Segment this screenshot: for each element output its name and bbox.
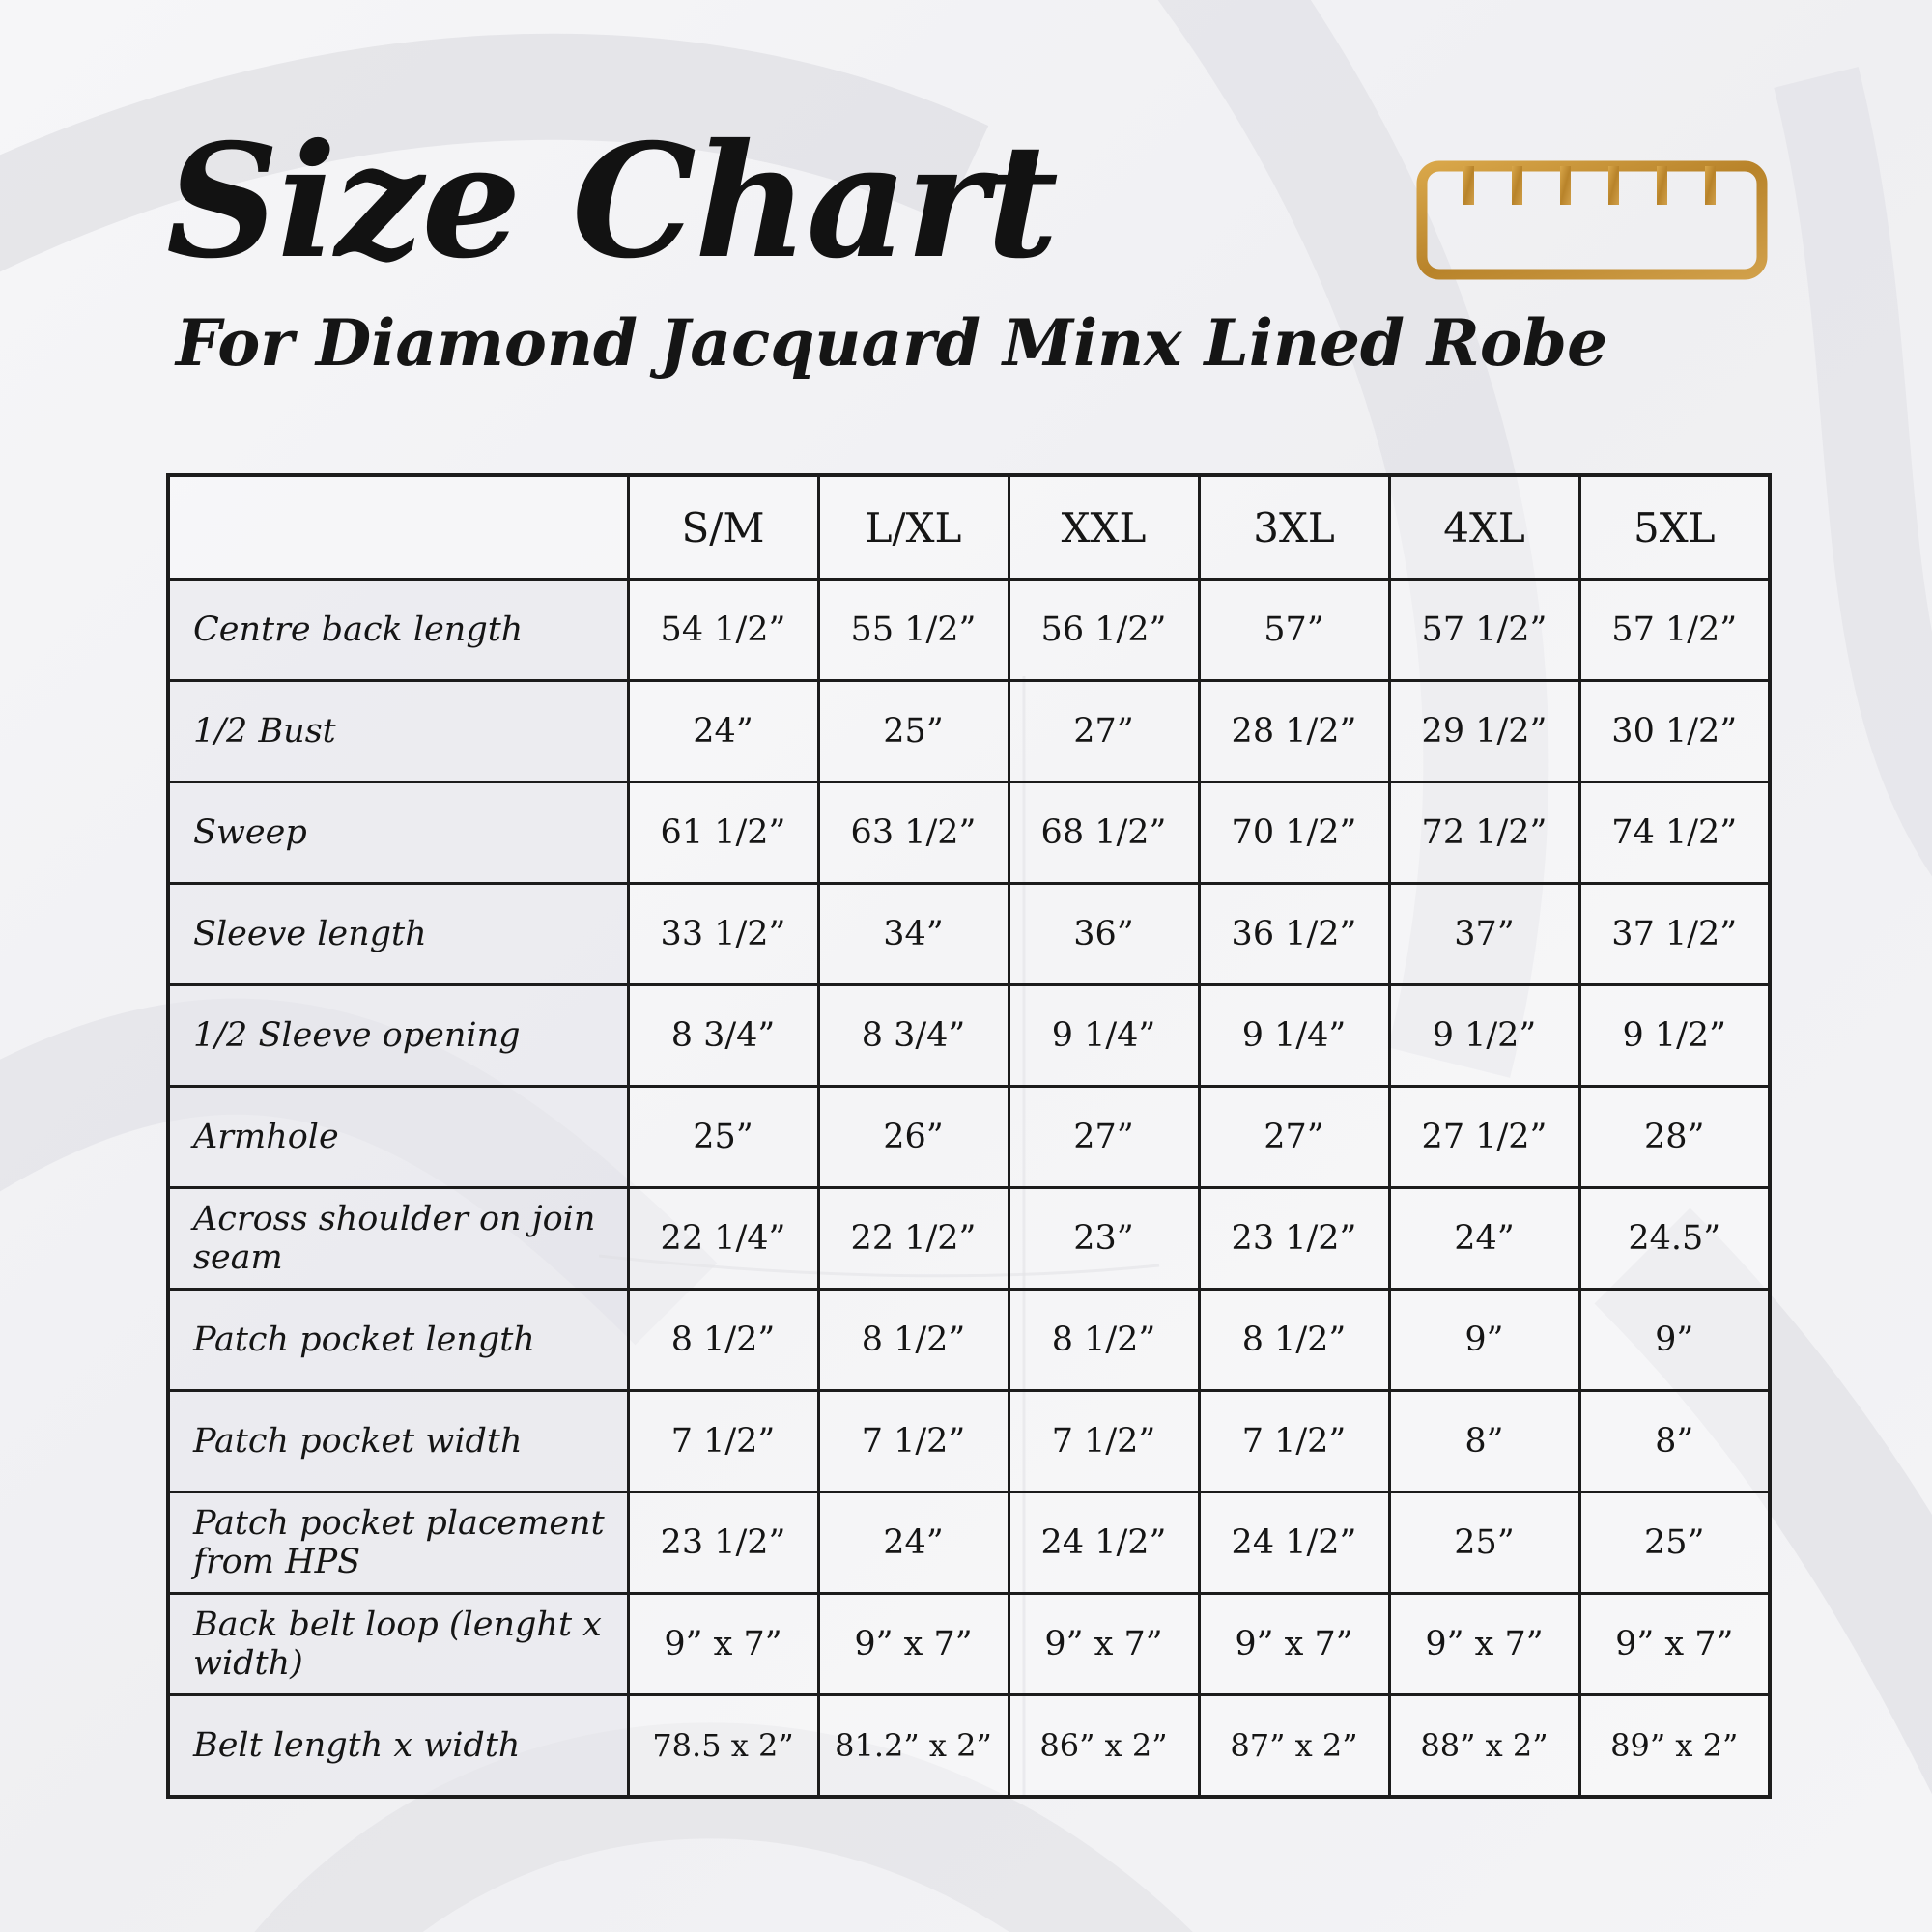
row-label: 1/2 Sleeve opening bbox=[168, 985, 628, 1087]
table-row bbox=[168, 782, 1770, 884]
column-header-4xl: 4XL bbox=[1389, 475, 1579, 580]
size-table bbox=[166, 473, 1772, 1799]
table-cell: 9” x 7” bbox=[1389, 1594, 1579, 1695]
table-cell: 24 1/2” bbox=[1009, 1492, 1199, 1594]
table-cell: 9 1/2” bbox=[1389, 985, 1579, 1087]
table-cell: 24 1/2” bbox=[1199, 1492, 1389, 1594]
table-cell: 81.2” x 2” bbox=[818, 1695, 1009, 1797]
table-cell: 24” bbox=[818, 1492, 1009, 1594]
table-cell: 9” x 7” bbox=[1579, 1594, 1770, 1695]
row-label: Patch pocket placement from HPS bbox=[168, 1492, 628, 1594]
row-label: Sleeve length bbox=[168, 884, 628, 985]
table-cell: 9” bbox=[1579, 1290, 1770, 1391]
table-cell: 72 1/2” bbox=[1389, 782, 1579, 884]
table-cell: 57 1/2” bbox=[1389, 580, 1579, 681]
table-cell: 9 1/4” bbox=[1009, 985, 1199, 1087]
table-cell: 9 1/2” bbox=[1579, 985, 1770, 1087]
table-cell: 24.5” bbox=[1579, 1188, 1770, 1290]
table-cell: 87” x 2” bbox=[1199, 1695, 1389, 1797]
table-cell: 54 1/2” bbox=[628, 580, 818, 681]
table-cell: 57 1/2” bbox=[1579, 580, 1770, 681]
table-row bbox=[168, 681, 1770, 782]
table-cell: 27” bbox=[1199, 1087, 1389, 1188]
table-row bbox=[168, 1594, 1770, 1695]
table-cell: 33 1/2” bbox=[628, 884, 818, 985]
row-label: Patch pocket length bbox=[168, 1290, 628, 1391]
table-cell: 24” bbox=[628, 681, 818, 782]
table-header-row bbox=[168, 475, 1770, 580]
table-cell: 23 1/2” bbox=[628, 1492, 818, 1594]
table-cell: 9” bbox=[1389, 1290, 1579, 1391]
table-cell: 27” bbox=[1009, 681, 1199, 782]
table-cell: 55 1/2” bbox=[818, 580, 1009, 681]
table-cell: 25” bbox=[628, 1087, 818, 1188]
table-row bbox=[168, 985, 1770, 1087]
table-cell: 37” bbox=[1389, 884, 1579, 985]
table-cell: 63 1/2” bbox=[818, 782, 1009, 884]
row-label: 1/2 Bust bbox=[168, 681, 628, 782]
table-cell: 37 1/2” bbox=[1579, 884, 1770, 985]
row-label: Armhole bbox=[168, 1087, 628, 1188]
table-cell: 7 1/2” bbox=[628, 1391, 818, 1492]
row-label: Belt length x width bbox=[168, 1695, 628, 1797]
page-title: Size Chart bbox=[166, 110, 1057, 294]
table-cell: 8 1/2” bbox=[628, 1290, 818, 1391]
row-label: Patch pocket width bbox=[168, 1391, 628, 1492]
table-cell: 8 3/4” bbox=[628, 985, 818, 1087]
table-cell: 25” bbox=[818, 681, 1009, 782]
table-row bbox=[168, 1290, 1770, 1391]
table-cell: 8” bbox=[1389, 1391, 1579, 1492]
column-header-xxl: XXL bbox=[1009, 475, 1199, 580]
table-cell: 9” x 7” bbox=[818, 1594, 1009, 1695]
column-header-sm: S/M bbox=[628, 475, 818, 580]
ruler-icon bbox=[1416, 160, 1768, 280]
table-cell: 8” bbox=[1579, 1391, 1770, 1492]
table-cell: 61 1/2” bbox=[628, 782, 818, 884]
table-cell: 28” bbox=[1579, 1087, 1770, 1188]
table-cell: 7 1/2” bbox=[818, 1391, 1009, 1492]
table-cell: 9 1/4” bbox=[1199, 985, 1389, 1087]
table-cell: 8 1/2” bbox=[1199, 1290, 1389, 1391]
page-subtitle: For Diamond Jacquard Minx Lined Robe bbox=[176, 305, 1608, 381]
table-cell: 24” bbox=[1389, 1188, 1579, 1290]
table-cell: 9” x 7” bbox=[628, 1594, 818, 1695]
table-cell: 8 1/2” bbox=[818, 1290, 1009, 1391]
column-header-lxl: L/XL bbox=[818, 475, 1009, 580]
table-cell: 78.5 x 2” bbox=[628, 1695, 818, 1797]
table-row bbox=[168, 1391, 1770, 1492]
table-cell: 9” x 7” bbox=[1009, 1594, 1199, 1695]
row-label: Sweep bbox=[168, 782, 628, 884]
table-cell: 74 1/2” bbox=[1579, 782, 1770, 884]
table-cell: 88” x 2” bbox=[1389, 1695, 1579, 1797]
table-cell: 25” bbox=[1579, 1492, 1770, 1594]
table-row bbox=[168, 580, 1770, 681]
table-cell: 9” x 7” bbox=[1199, 1594, 1389, 1695]
table-cell: 68 1/2” bbox=[1009, 782, 1199, 884]
table-cell: 57” bbox=[1199, 580, 1389, 681]
table-cell: 26” bbox=[818, 1087, 1009, 1188]
table-cell: 7 1/2” bbox=[1199, 1391, 1389, 1492]
table-cell: 25” bbox=[1389, 1492, 1579, 1594]
table-cell: 7 1/2” bbox=[1009, 1391, 1199, 1492]
table-cell: 36 1/2” bbox=[1199, 884, 1389, 985]
table-cell: 23” bbox=[1009, 1188, 1199, 1290]
table-cell: 8 3/4” bbox=[818, 985, 1009, 1087]
table-row bbox=[168, 1087, 1770, 1188]
row-label: Back belt loop (lenght x width) bbox=[168, 1594, 628, 1695]
column-header-3xl: 3XL bbox=[1199, 475, 1389, 580]
table-cell: 23 1/2” bbox=[1199, 1188, 1389, 1290]
table-row bbox=[168, 1188, 1770, 1290]
table-cell: 86” x 2” bbox=[1009, 1695, 1199, 1797]
table-row bbox=[168, 1695, 1770, 1797]
table-cell: 28 1/2” bbox=[1199, 681, 1389, 782]
table-cell: 56 1/2” bbox=[1009, 580, 1199, 681]
row-label: Across shoulder on join seam bbox=[168, 1188, 628, 1290]
table-cell: 8 1/2” bbox=[1009, 1290, 1199, 1391]
table-cell: 29 1/2” bbox=[1389, 681, 1579, 782]
table-cell: 27” bbox=[1009, 1087, 1199, 1188]
table-cell: 34” bbox=[818, 884, 1009, 985]
table-row bbox=[168, 884, 1770, 985]
table-row bbox=[168, 1492, 1770, 1594]
table-cell: 70 1/2” bbox=[1199, 782, 1389, 884]
table-cell: 22 1/2” bbox=[818, 1188, 1009, 1290]
table-cell: 89” x 2” bbox=[1579, 1695, 1770, 1797]
table-cell: 27 1/2” bbox=[1389, 1087, 1579, 1188]
column-header-5xl: 5XL bbox=[1579, 475, 1770, 580]
header-corner-cell bbox=[168, 475, 628, 580]
table-cell: 36” bbox=[1009, 884, 1199, 985]
table-cell: 30 1/2” bbox=[1579, 681, 1770, 782]
row-label: Centre back length bbox=[168, 580, 628, 681]
table-cell: 22 1/4” bbox=[628, 1188, 818, 1290]
